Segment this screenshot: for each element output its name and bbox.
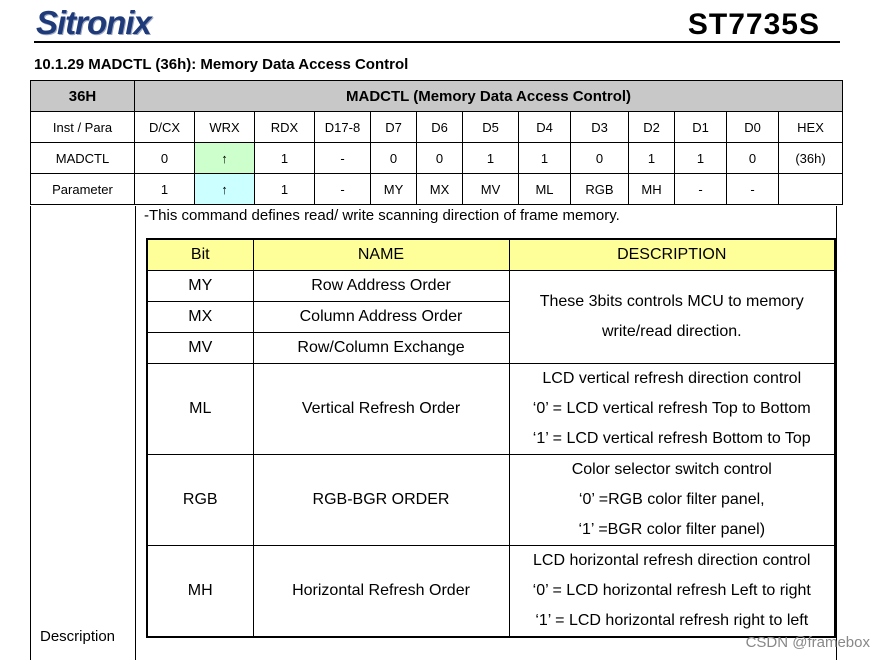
- desc-line: write/read direction.: [601, 323, 742, 340]
- table-cell: RGB: [571, 174, 629, 205]
- table-cell: 1: [463, 143, 519, 174]
- bit-cell: MX: [147, 302, 253, 333]
- col-header: D5: [463, 112, 519, 143]
- desc-line: ‘1’ =BGR color filter panel): [578, 521, 766, 538]
- sitronix-logo: Sitronix: [36, 4, 151, 41]
- table-cell: MADCTL: [31, 143, 135, 174]
- table-cell: -: [675, 174, 727, 205]
- bit-cell: MH: [147, 546, 253, 638]
- table-cell: 0: [371, 143, 417, 174]
- table-cell: -: [315, 174, 371, 205]
- col-header: WRX: [195, 112, 255, 143]
- column-header-row: [31, 112, 843, 143]
- name-cell: Vertical Refresh Order: [253, 364, 509, 455]
- name-header: NAME: [253, 239, 509, 271]
- desc-line: LCD vertical refresh direction control: [542, 370, 802, 387]
- name-cell: Horizontal Refresh Order: [253, 546, 509, 638]
- rgb-description-cell: [509, 455, 835, 546]
- name-cell: Row/Column Exchange: [253, 333, 509, 364]
- wrx-up-arrow-icon: ↑: [195, 174, 255, 205]
- table-cell: 0: [571, 143, 629, 174]
- name-cell: RGB-BGR ORDER: [253, 455, 509, 546]
- table-cell: 1: [255, 174, 315, 205]
- name-cell: Row Address Order: [253, 271, 509, 302]
- table-cell: 0: [135, 143, 195, 174]
- desc-line: ‘0’ = LCD vertical refresh Top to Bottom: [532, 400, 811, 417]
- watermark: CSDN @framebox: [745, 634, 870, 651]
- bit-description-table: [146, 238, 836, 638]
- bit-header: Bit: [147, 239, 253, 271]
- table-row: [147, 455, 835, 546]
- command-row: [31, 143, 843, 174]
- col-header: HEX: [779, 112, 843, 143]
- table-cell: 1: [519, 143, 571, 174]
- col-header: D1: [675, 112, 727, 143]
- table-cell: 1: [629, 143, 675, 174]
- table-cell: ML: [519, 174, 571, 205]
- header-rule: [34, 41, 840, 43]
- col-header: RDX: [255, 112, 315, 143]
- desc-line: Color selector switch control: [571, 461, 772, 478]
- desc-line: These 3bits controls MCU to memory: [539, 293, 804, 310]
- chip-model: ST7735S: [687, 8, 820, 41]
- description-label: Description: [40, 628, 116, 645]
- col-header: D17-8: [315, 112, 371, 143]
- bit-cell: MY: [147, 271, 253, 302]
- col-header: D/CX: [135, 112, 195, 143]
- mh-description-cell: [509, 546, 835, 638]
- table-cell: MV: [463, 174, 519, 205]
- table-cell: 0: [417, 143, 463, 174]
- description-header: DESCRIPTION: [509, 239, 835, 271]
- col-header: D6: [417, 112, 463, 143]
- bit-cell: ML: [147, 364, 253, 455]
- table-cell: Parameter: [31, 174, 135, 205]
- col-header: Inst / Para: [31, 112, 135, 143]
- ml-description-cell: [509, 364, 835, 455]
- table-cell: -: [727, 174, 779, 205]
- desc-line: LCD horizontal refresh direction control: [533, 552, 811, 569]
- command-table: [30, 80, 843, 205]
- bit-cell: RGB: [147, 455, 253, 546]
- description-intro: -This command defines read/ write scanning direction of frame memory.: [144, 207, 620, 224]
- table-right-border: [836, 206, 837, 660]
- col-header: D4: [519, 112, 571, 143]
- desc-line: ‘0’ =RGB color filter panel,: [578, 491, 765, 508]
- col-header: D2: [629, 112, 675, 143]
- wrx-up-arrow-icon: ↑: [195, 143, 255, 174]
- table-cell: MH: [629, 174, 675, 205]
- table-cell: (36h): [779, 143, 843, 174]
- table-cell: 1: [675, 143, 727, 174]
- description-column: [30, 206, 136, 660]
- table-row: [147, 271, 835, 302]
- table-cell: MX: [417, 174, 463, 205]
- table-cell: 1: [255, 143, 315, 174]
- col-header: D0: [727, 112, 779, 143]
- command-code: 36H: [31, 81, 135, 112]
- name-cell: Column Address Order: [253, 302, 509, 333]
- section-title: 10.1.29 MADCTL (36h): Memory Data Access Control: [34, 56, 409, 73]
- command-name: MADCTL (Memory Data Access Control): [135, 81, 843, 112]
- group-description-cell: [509, 271, 835, 364]
- table-cell: [779, 174, 843, 205]
- desc-line: ‘0’ = LCD horizontal refresh Left to right: [532, 582, 811, 599]
- desc-line: ‘1’ = LCD vertical refresh Bottom to Top: [532, 430, 811, 447]
- table-cell: MY: [371, 174, 417, 205]
- parameter-row: [31, 174, 843, 205]
- bit-cell: MV: [147, 333, 253, 364]
- table-row: [147, 546, 835, 638]
- table-row: [147, 364, 835, 455]
- table-cell: -: [315, 143, 371, 174]
- table-cell: 1: [135, 174, 195, 205]
- bit-table-header: [147, 239, 835, 271]
- col-header: D7: [371, 112, 417, 143]
- col-header: D3: [571, 112, 629, 143]
- desc-line: ‘1’ = LCD horizontal refresh right to left: [535, 612, 809, 629]
- table-cell: 0: [727, 143, 779, 174]
